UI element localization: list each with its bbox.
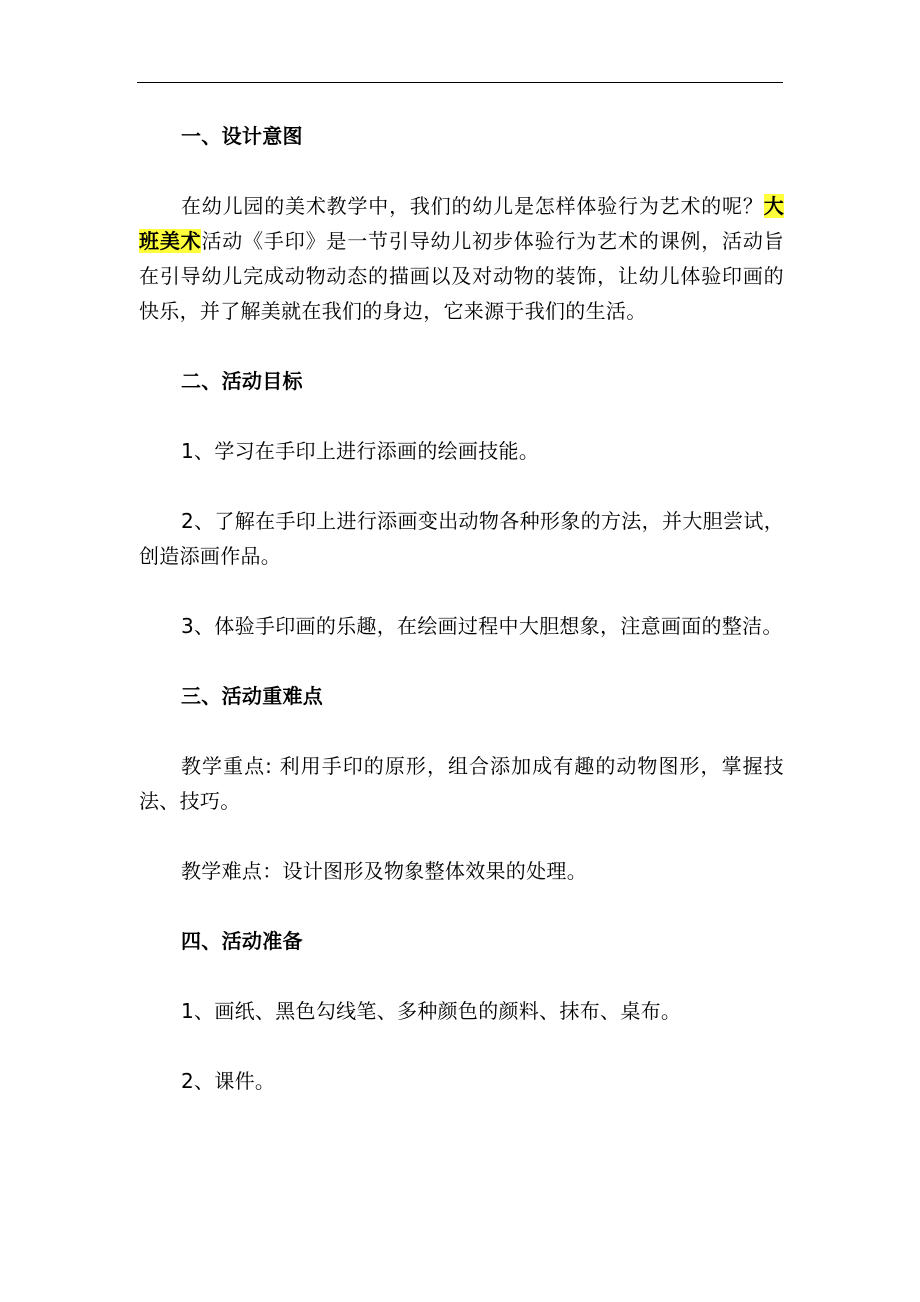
section-heading-key-points: 三、活动重难点: [181, 684, 324, 708]
section-heading-design-intent: 一、设计意图: [181, 124, 303, 148]
section-heading-preparation: 四、活动准备: [181, 929, 303, 953]
header-rule: [137, 82, 783, 83]
preparation-item-2: 2、课件。: [181, 1069, 276, 1093]
teaching-focus: 教学重点: 利用手印的原形，组合添加成有趣的动物图形，掌握技法、技巧。: [139, 754, 784, 813]
highlighted-keyword: 大班美术: [139, 194, 784, 253]
goal-item-2: 2、了解在手印上进行添画变出动物各种形象的方法，并大胆尝试，创造添画作品。: [139, 509, 784, 568]
design-intent-text-1: 在幼儿园的美术教学中，我们的幼儿是怎样体验行为艺术的呢？: [181, 194, 764, 218]
design-intent-text-2: 活动《手印》是一节引导幼儿初步体验行为艺术的课例，活动旨在引导幼儿完成动物动态的描画以及对动物的装饰，让幼儿体验印画的快乐，并了解美就在我们的身边，它来源于我们的生活。: [139, 229, 784, 323]
preparation-item-1: 1、画纸、黑色勾线笔、多种颜色的颜料、抹布、桌布。: [181, 999, 682, 1023]
teaching-difficulty: 教学难点：设计图形及物象整体效果的处理。: [181, 859, 587, 883]
document-body: [139, 119, 784, 1099]
design-intent-paragraph: [139, 189, 784, 329]
section-heading-goals: 二、活动目标: [181, 369, 303, 393]
goal-item-1: 1、学习在手印上进行添画的绘画技能。: [181, 439, 540, 463]
goal-item-3: 3、体验手印画的乐趣，在绘画过程中大胆想象，注意画面的整洁。: [181, 614, 783, 638]
